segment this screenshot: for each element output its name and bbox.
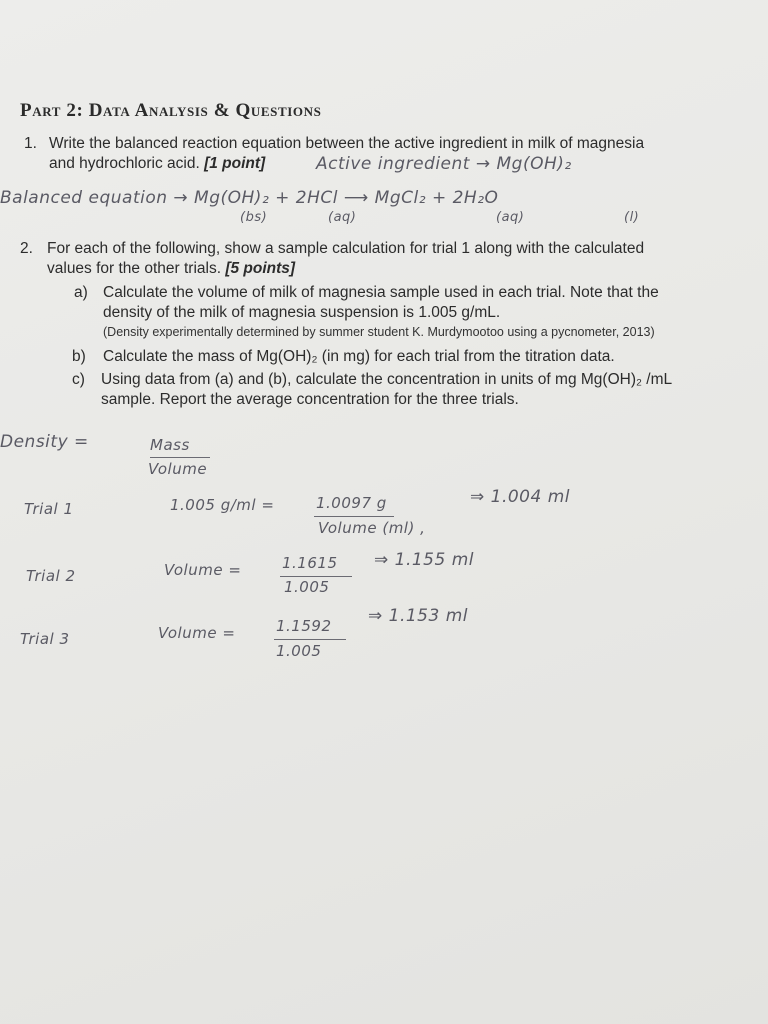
q2a-note: (Density experimentally determined by summer student K. Murdymootoo using a pycnometer, 2013) — [103, 325, 655, 339]
q1-points: [1 point] — [204, 155, 266, 172]
hand-density-label: Density = — [0, 432, 89, 452]
hand-state-aq2: (aq) — [496, 210, 525, 225]
hand-trial3-denominator: 1.005 — [276, 642, 322, 660]
q2-text-line1: For each of the following, show a sample calculation for trial 1 along with the calculated — [47, 240, 645, 257]
hand-balanced-equation: Balanced equation → Mg(OH)₂ + 2HCl ⟶ MgCl₂ + 2H₂O — [0, 188, 499, 208]
q2c-text-line1: Using data from (a) and (b), calculate the concentration in units of mg Mg(OH)₂ /mL — [101, 371, 673, 388]
q2-points: [5 points] — [225, 260, 296, 277]
q2a-text-line2: density of the milk of magnesia suspension is 1.005 g/mL. — [103, 304, 501, 321]
q1-text-line2: and hydrochloric acid. [1 point] — [49, 155, 266, 172]
hand-trial3-volume: Volume = — [158, 624, 236, 642]
trial3-fraction-line — [274, 639, 346, 640]
hand-trial1-density: 1.005 g/ml = — [170, 496, 275, 514]
hand-active-ingredient: Active ingredient → Mg(OH)₂ — [316, 154, 572, 174]
q2c-text-line2: sample. Report the average concentration for the three trials. — [101, 391, 519, 408]
q2a-label: a) — [74, 284, 88, 301]
hand-trial2-numerator: 1.1615 — [282, 554, 338, 572]
hand-trial1-label: Trial 1 — [24, 500, 74, 518]
hand-trial1-denominator: Volume (ml) , — [318, 519, 426, 537]
q2b-text: Calculate the mass of Mg(OH)₂ (in mg) for each trial from the titration data. — [103, 348, 615, 365]
q1-text-line1: Write the balanced reaction equation between the active ingredient in milk of magnesia — [49, 135, 645, 152]
hand-trial3-numerator: 1.1592 — [276, 617, 332, 635]
q1-number: 1. — [24, 135, 37, 152]
hand-trial2-result: ⇒ 1.155 ml — [374, 550, 475, 570]
hand-trial2-volume: Volume = — [164, 561, 242, 579]
hand-state-bs: (bs) — [240, 210, 268, 225]
hand-trial2-label: Trial 2 — [26, 567, 76, 585]
hand-trial3-label: Trial 3 — [20, 630, 70, 648]
hand-state-aq1: (aq) — [328, 210, 357, 225]
q2b-label: b) — [72, 348, 86, 365]
hand-state-l: (l) — [624, 210, 640, 225]
density-fraction-line — [150, 457, 210, 458]
trial1-fraction-line — [314, 516, 394, 517]
part-title: Part 2: Data Analysis & Questions — [20, 100, 322, 121]
hand-volume: Volume — [148, 460, 208, 478]
q2c-label: c) — [72, 371, 85, 388]
q2-number: 2. — [20, 240, 33, 257]
hand-trial1-result: ⇒ 1.004 ml — [470, 487, 571, 507]
hand-trial3-result: ⇒ 1.153 ml — [368, 606, 469, 626]
hand-mass: Mass — [150, 436, 190, 454]
hand-trial1-numerator: 1.0097 g — [316, 494, 387, 512]
q2a-text-line1: Calculate the volume of milk of magnesia sample used in each trial. Note that the — [103, 284, 659, 301]
trial2-fraction-line — [280, 576, 352, 577]
hand-trial2-denominator: 1.005 — [284, 578, 330, 596]
q2-text-line2: values for the other trials. [5 points] — [47, 260, 296, 277]
